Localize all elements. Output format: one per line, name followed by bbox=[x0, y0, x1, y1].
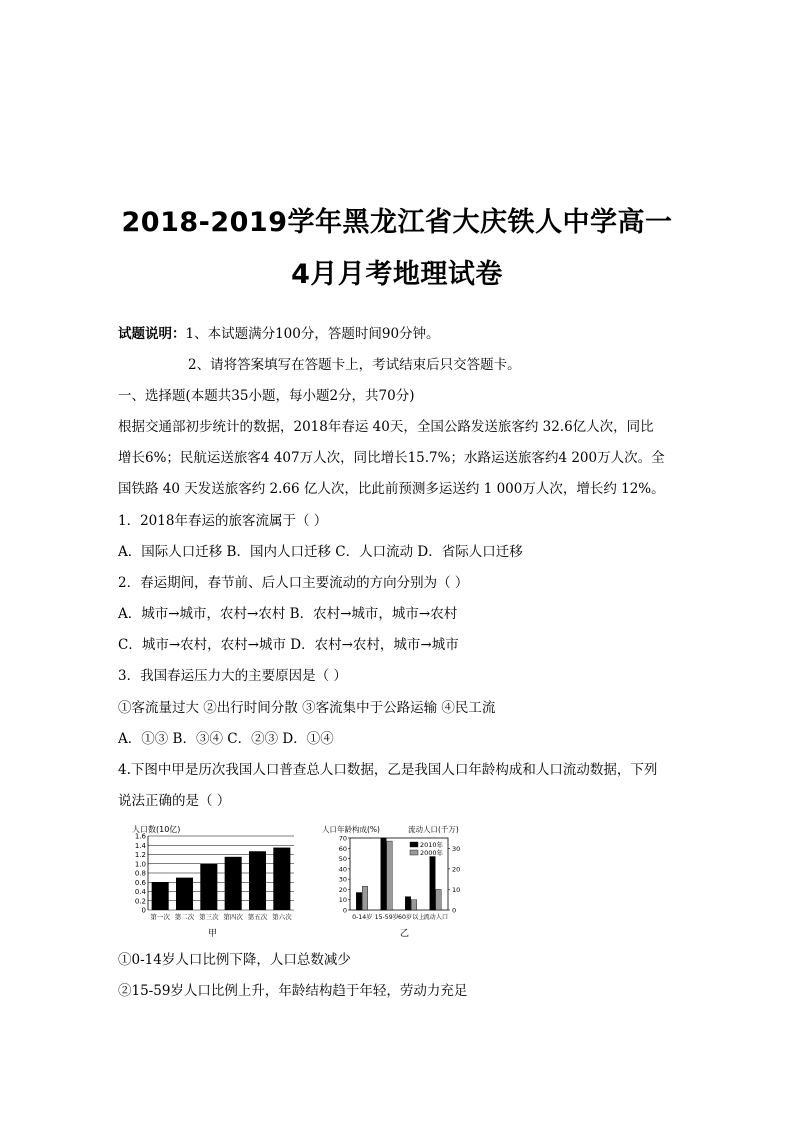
chart-jia-ytick: 0.8 bbox=[134, 869, 146, 878]
question-2: 2．春运期间，春节前、后人口主要流动的方向分别为（ ） bbox=[118, 575, 469, 591]
chart-yi-ytick-left: 10 bbox=[338, 896, 347, 905]
chart-jia bbox=[128, 822, 298, 940]
chart-jia-ytick: 1.6 bbox=[134, 832, 146, 841]
chart-yi-bar bbox=[436, 889, 442, 910]
chart-jia-bar bbox=[200, 864, 217, 910]
chart-jia-xlabel: 第一次 bbox=[150, 913, 170, 921]
chart-yi-ylabel-left: 人口年龄构成(%) bbox=[322, 825, 380, 834]
question-1-options: A．国际人口迁移 B．国内人口迁移 C．人口流动 D．省际人口迁移 bbox=[118, 544, 523, 560]
passage-line-3: 国铁路 40 天发送旅客约 2.66 亿人次，比此前预测多运送约 1 000万人次，增长约 12%。 bbox=[118, 481, 665, 497]
instructions-1: 1、本试题满分100分，答题时间90分钟。 bbox=[185, 326, 440, 342]
chart-yi-ytick-left: 40 bbox=[338, 865, 347, 874]
chart-yi-ytick-left: 50 bbox=[338, 855, 347, 864]
chart-yi-bar bbox=[405, 897, 411, 910]
chart-jia-xlabel: 第三次 bbox=[199, 913, 219, 921]
chart-yi-xlabel: 0-14岁 bbox=[352, 914, 373, 921]
question-2-options-2: C．城市→农村，农村→城市 D．农村→农村，城市→城市 bbox=[118, 637, 459, 653]
chart-jia-xlabel: 第六次 bbox=[272, 913, 292, 921]
chart-yi-legend-label: 2010年 bbox=[420, 841, 444, 849]
statement-1: ①0-14岁人口比例下降，人口总数减少 bbox=[118, 952, 351, 968]
chart-jia-ytick: 0.6 bbox=[134, 878, 146, 887]
chart-yi bbox=[320, 822, 480, 940]
chart-yi-bar bbox=[387, 841, 393, 910]
chart-yi-ytick-left: 70 bbox=[338, 834, 347, 843]
question-3: 3．我国春运压力大的主要原因是（ ） bbox=[118, 668, 347, 684]
chart-jia-bar bbox=[176, 878, 193, 910]
chart-yi-ylabel-right: 流动人口(千万) bbox=[408, 825, 459, 834]
question-2-options-1: A．城市→城市，农村→农村 B．农村→城市，城市→农村 bbox=[118, 606, 458, 622]
chart-yi-ytick-right: 0 bbox=[452, 906, 457, 915]
chart-yi-bar bbox=[356, 893, 362, 910]
chart-yi-bar bbox=[381, 838, 387, 910]
chart-jia-bar bbox=[273, 848, 290, 910]
chart-jia-bar bbox=[249, 851, 266, 910]
chart-yi-legend-swatch bbox=[410, 842, 418, 847]
chart-yi-ytick-left: 20 bbox=[338, 885, 347, 894]
chart-yi-xlabel: 60岁以上 bbox=[398, 914, 425, 921]
chart-yi-ytick-right: 20 bbox=[452, 865, 461, 874]
section-heading: 一、选择题(本题共35小题，每小题2分，共70分) bbox=[118, 388, 415, 404]
chart-yi-caption: 乙 bbox=[400, 929, 410, 939]
chart-jia-bar bbox=[152, 882, 169, 910]
statement-2: ②15-59岁人口比例上升，年龄结构趋于年轻，劳动力充足 bbox=[118, 983, 468, 999]
chart-yi-bar bbox=[362, 886, 368, 910]
chart-jia-ytick: 1.0 bbox=[134, 860, 146, 869]
chart-jia-bar bbox=[225, 857, 242, 910]
chart-jia-xlabel: 第四次 bbox=[223, 913, 243, 921]
instructions-2: 2、请将答案填写在答题卡上，考试结束后只交答题卡。 bbox=[188, 357, 521, 373]
chart-yi-xlabel: 流动人口 bbox=[423, 914, 449, 921]
chart-yi-legend-label: 2000年 bbox=[420, 849, 444, 857]
page-title-line2: 4月月考地理试卷 bbox=[291, 259, 503, 290]
page-title-line1: 2018-2019学年黑龙江省大庆铁人中学高一 bbox=[121, 207, 673, 238]
chart-jia-ytick: 1.2 bbox=[134, 851, 146, 859]
chart-jia-ytick: 1.4 bbox=[134, 841, 146, 850]
chart-yi-bar bbox=[411, 900, 417, 910]
chart-jia-ytick: 0 bbox=[141, 906, 146, 915]
chart-jia-ylabel: 人口数(10亿) bbox=[132, 825, 181, 834]
instructions bbox=[118, 322, 440, 342]
question-1: 1．2018年春运的旅客流属于（ ） bbox=[118, 513, 328, 529]
chart-jia-xlabel: 第二次 bbox=[174, 913, 195, 921]
chart-yi-ytick-right: 30 bbox=[452, 844, 461, 853]
chart-yi-xlabel: 15-59岁 bbox=[374, 914, 399, 921]
chart-yi-ytick-left: 0 bbox=[342, 906, 347, 915]
instructions-label: 试题说明： bbox=[118, 326, 186, 342]
chart-yi-ytick-left: 60 bbox=[338, 844, 347, 853]
chart-jia-xlabel: 第五次 bbox=[247, 913, 268, 921]
chart-jia-ytick: 0.2 bbox=[134, 897, 146, 906]
question-4-line-1: 4.下图中甲是历次我国人口普查总人口数据，乙是我国人口年龄构成和人口流动数据，下列 bbox=[118, 762, 658, 778]
chart-yi-legend-swatch bbox=[410, 850, 418, 855]
question-4-line-2: 说法正确的是（ ） bbox=[118, 793, 231, 809]
chart-yi-bar bbox=[430, 857, 436, 910]
chart-jia-caption: 甲 bbox=[208, 929, 218, 939]
chart-jia-ytick: 0.4 bbox=[134, 888, 146, 896]
question-3-options: A．①③ B．③④ C．②③ D．①④ bbox=[118, 731, 334, 747]
chart-yi-ytick-left: 30 bbox=[338, 875, 347, 884]
question-3-items: ①客流量过大 ②出行时间分散 ③客流集中于公路运输 ④民工流 bbox=[118, 700, 496, 716]
passage-line-1: 根据交通部初步统计的数据，2018年春运 40天，全国公路发送旅客约 32.6亿人次，同比 bbox=[118, 419, 654, 435]
chart-yi-ytick-right: 10 bbox=[452, 885, 461, 894]
passage-line-2: 增长6%；民航运送旅客4 407万人次，同比增长15.7%；水路运送旅客约4 200万人次。全 bbox=[118, 450, 665, 466]
